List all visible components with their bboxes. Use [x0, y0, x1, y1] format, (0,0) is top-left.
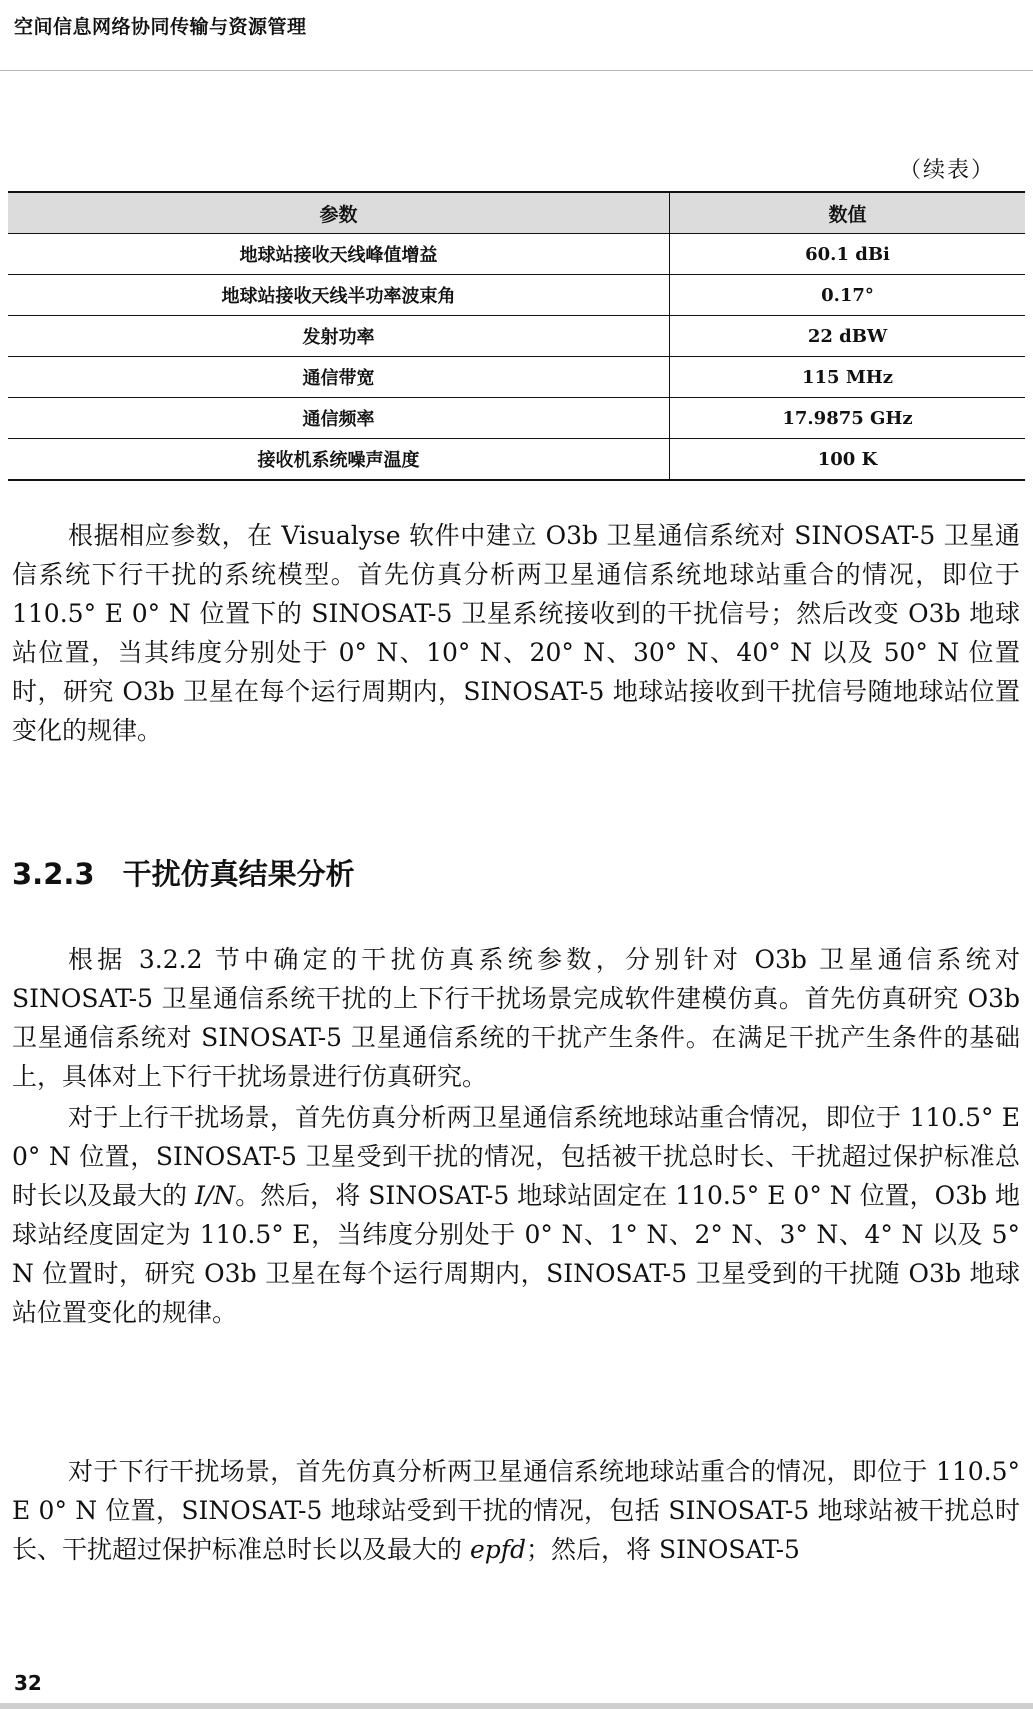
body-paragraph-uplink — [12, 1098, 1020, 1332]
value-cell: 22 dBW — [670, 316, 1026, 357]
page-bottom-edge — [0, 1703, 1033, 1709]
value-cell: 100 K — [670, 439, 1026, 481]
table-row — [8, 398, 1025, 439]
parameter-table — [8, 191, 1025, 481]
running-head-title: 空间信息网络协同传输与资源管理 — [14, 16, 307, 38]
parameter-cell: 通信带宽 — [8, 357, 670, 398]
column-header-value: 数值 — [670, 192, 1026, 234]
table-row — [8, 316, 1025, 357]
value-cell: 0.17° — [670, 275, 1026, 316]
parameter-cell: 地球站接收天线半功率波束角 — [8, 275, 670, 316]
section-heading — [12, 852, 355, 893]
table-continued-label: （续表） — [898, 158, 995, 183]
uplink-metric-italic: I/N — [195, 1181, 236, 1210]
table-row — [8, 275, 1025, 316]
table-row — [8, 357, 1025, 398]
downlink-text-part-2: ；然后，将 SINOSAT-5 — [526, 1535, 800, 1564]
value-cell: 60.1 dBi — [670, 234, 1026, 275]
table-row — [8, 234, 1025, 275]
value-cell: 17.9875 GHz — [670, 398, 1026, 439]
value-cell: 115 MHz — [670, 357, 1026, 398]
section-number: 3.2.3 — [12, 857, 95, 891]
header-divider — [0, 70, 1033, 71]
uplink-text-part-2: 。然后，将 SINOSAT-5 地球站固定在 110.5° E 0° N 位置，O3b 地球站经度固定为 110.5° E，当纬度分别处于 0° N、1° N、2° N、3° N、4° N 以及 5° N 位置时，研究 O3b 卫星在每个运行周期内，SINOSAT-5 卫星受到的干扰随 O3b 地球站位置变化的规律。 — [12, 1181, 1020, 1327]
body-paragraph-downlink — [12, 1452, 1020, 1569]
downlink-text-part-1: 对于下行干扰场景，首先仿真分析两卫星通信系统地球站重合的情况，即位于 110.5° E 0° N 位置，SINOSAT-5 地球站受到干扰的情况，包括 SINOSAT-5 地球站被干扰总时长、干扰超过保护标准总时长以及最大的 — [12, 1457, 1020, 1564]
uplink-text-part-1: 对于上行干扰场景，首先仿真分析两卫星通信系统地球站重合情况，即位于 110.5° E 0° N 位置，SINOSAT-5 卫星受到干扰的情况，包括被干扰总时长、干扰超过保护标准总时长以及最大的 — [12, 1103, 1020, 1210]
body-paragraph-model: 根据相应参数，在 Visualyse 软件中建立 O3b 卫星通信系统对 SINOSAT-5 卫星通信系统下行干扰的系统模型。首先仿真分析两卫星通信系统地球站重合的情况，即位于 110.5° E 0° N 位置下的 SINOSAT-5 卫星系统接收到的干扰信号；然后改变 O3b 地球站位置，当其纬度分别处于 0° N、10° N、20° N、30° N、40° N 以及 50° N 位置时，研究 O3b 卫星在每个运行周期内，SINOSAT-5 地球站接收到干扰信号随地球站位置变化的规律。 — [12, 521, 1020, 745]
parameter-cell: 发射功率 — [8, 316, 670, 357]
table-header-row — [8, 192, 1025, 234]
column-header-parameter: 参数 — [8, 192, 670, 234]
table-row — [8, 439, 1025, 481]
parameter-cell: 通信频率 — [8, 398, 670, 439]
downlink-metric-italic: epfd — [469, 1535, 527, 1564]
parameter-cell: 地球站接收天线峰值增益 — [8, 234, 670, 275]
body-paragraph-simulation: 根据 3.2.2 节中确定的干扰仿真系统参数，分别针对 O3b 卫星通信系统对 SINOSAT-5 卫星通信系统干扰的上下行干扰场景完成软件建模仿真。首先仿真研究 O3b 卫星通信系统对 SINOSAT-5 卫星通信系统的干扰产生条件。在满足干扰产生条件的基础上，具体对上下行干扰场景进行仿真研究。 — [12, 945, 1020, 1091]
page-number: 32 — [14, 1671, 42, 1695]
section-title: 干扰仿真结果分析 — [122, 857, 355, 891]
parameter-cell: 接收机系统噪声温度 — [8, 439, 670, 481]
